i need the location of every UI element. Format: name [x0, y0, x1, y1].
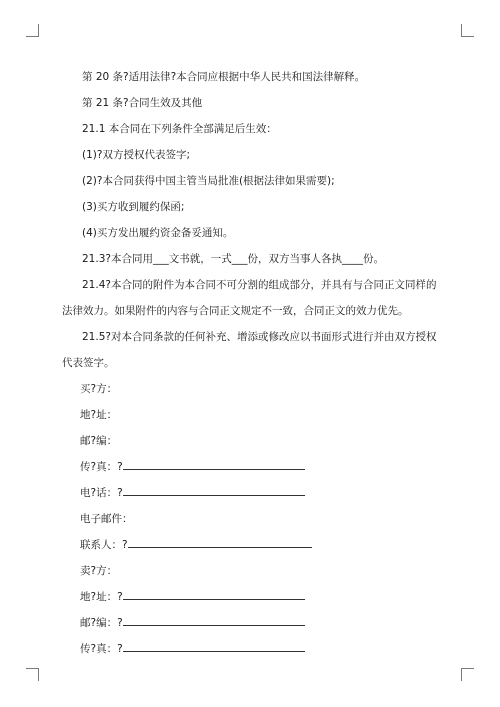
crop-mark-bottom-right — [461, 668, 474, 681]
buyer-email-label: 电子邮件： — [80, 513, 133, 525]
buyer-phone-blank — [123, 483, 305, 496]
buyer-phone-row — [62, 480, 440, 506]
clause-21-5: 21.5?对本合同条款的任何补充、增添或修改应以书面形式进行并由双方授权代表签字。 — [62, 331, 437, 369]
condition-4: (4)买方发出履约资金备妥通知。 — [82, 227, 234, 239]
buyer-contact-label: 联系人：? — [80, 539, 128, 551]
condition-1: (1)?双方授权代表签字; — [82, 149, 190, 161]
seller-heading: 卖?方： — [80, 565, 118, 577]
buyer-phone-label: 电?话：? — [80, 487, 123, 499]
buyer-fax-row — [62, 454, 440, 480]
buyer-fax-label: 传?真：? — [80, 461, 123, 473]
seller-fax-blank — [123, 639, 305, 652]
seller-postcode-label: 邮?编：? — [80, 617, 123, 629]
crop-mark-top-left — [26, 24, 39, 37]
condition-3: (3)买方收到履约保函; — [82, 201, 185, 213]
crop-mark-top-right — [461, 24, 474, 37]
seller-postcode-row — [62, 610, 440, 636]
clause-21-4: 21.4?本合同的附件为本合同不可分割的组成部分，并具有与合同正文同样的法律效力。如果附件的内容与合同正文规定不一致，合同正文的效力优先。 — [62, 279, 437, 317]
clause-21-3: 21.3?本合同用___文书就，一式___份，双方当事人各执____份。 — [82, 253, 384, 265]
crop-mark-bottom-left — [26, 668, 39, 681]
article-21-heading: 第 21 条?合同生效及其他 — [82, 97, 203, 109]
buyer-postcode-label: 邮?编： — [80, 435, 118, 447]
seller-address-row — [62, 584, 440, 610]
document-body — [62, 64, 440, 662]
buyer-contact-blank — [128, 535, 312, 548]
buyer-contact-row — [62, 532, 440, 558]
seller-address-blank — [123, 587, 305, 600]
article-20: 第 20 条?适用法律?本合同应根据中华人民共和国法律解释。 — [82, 71, 366, 83]
seller-fax-row — [62, 636, 440, 662]
seller-postcode-blank — [123, 613, 305, 626]
buyer-heading: 买?方： — [80, 383, 118, 395]
buyer-fax-blank — [123, 457, 305, 470]
seller-fax-label: 传?真：? — [80, 643, 123, 655]
clause-21-1: 21.1 本合同在下列条件全部满足后生效： — [82, 123, 277, 135]
buyer-address-label: 地?址： — [80, 409, 118, 421]
condition-2: (2)?本合同获得中国主管当局批准(根据法律如果需要); — [82, 175, 335, 187]
seller-address-label: 地?址：? — [80, 591, 123, 603]
